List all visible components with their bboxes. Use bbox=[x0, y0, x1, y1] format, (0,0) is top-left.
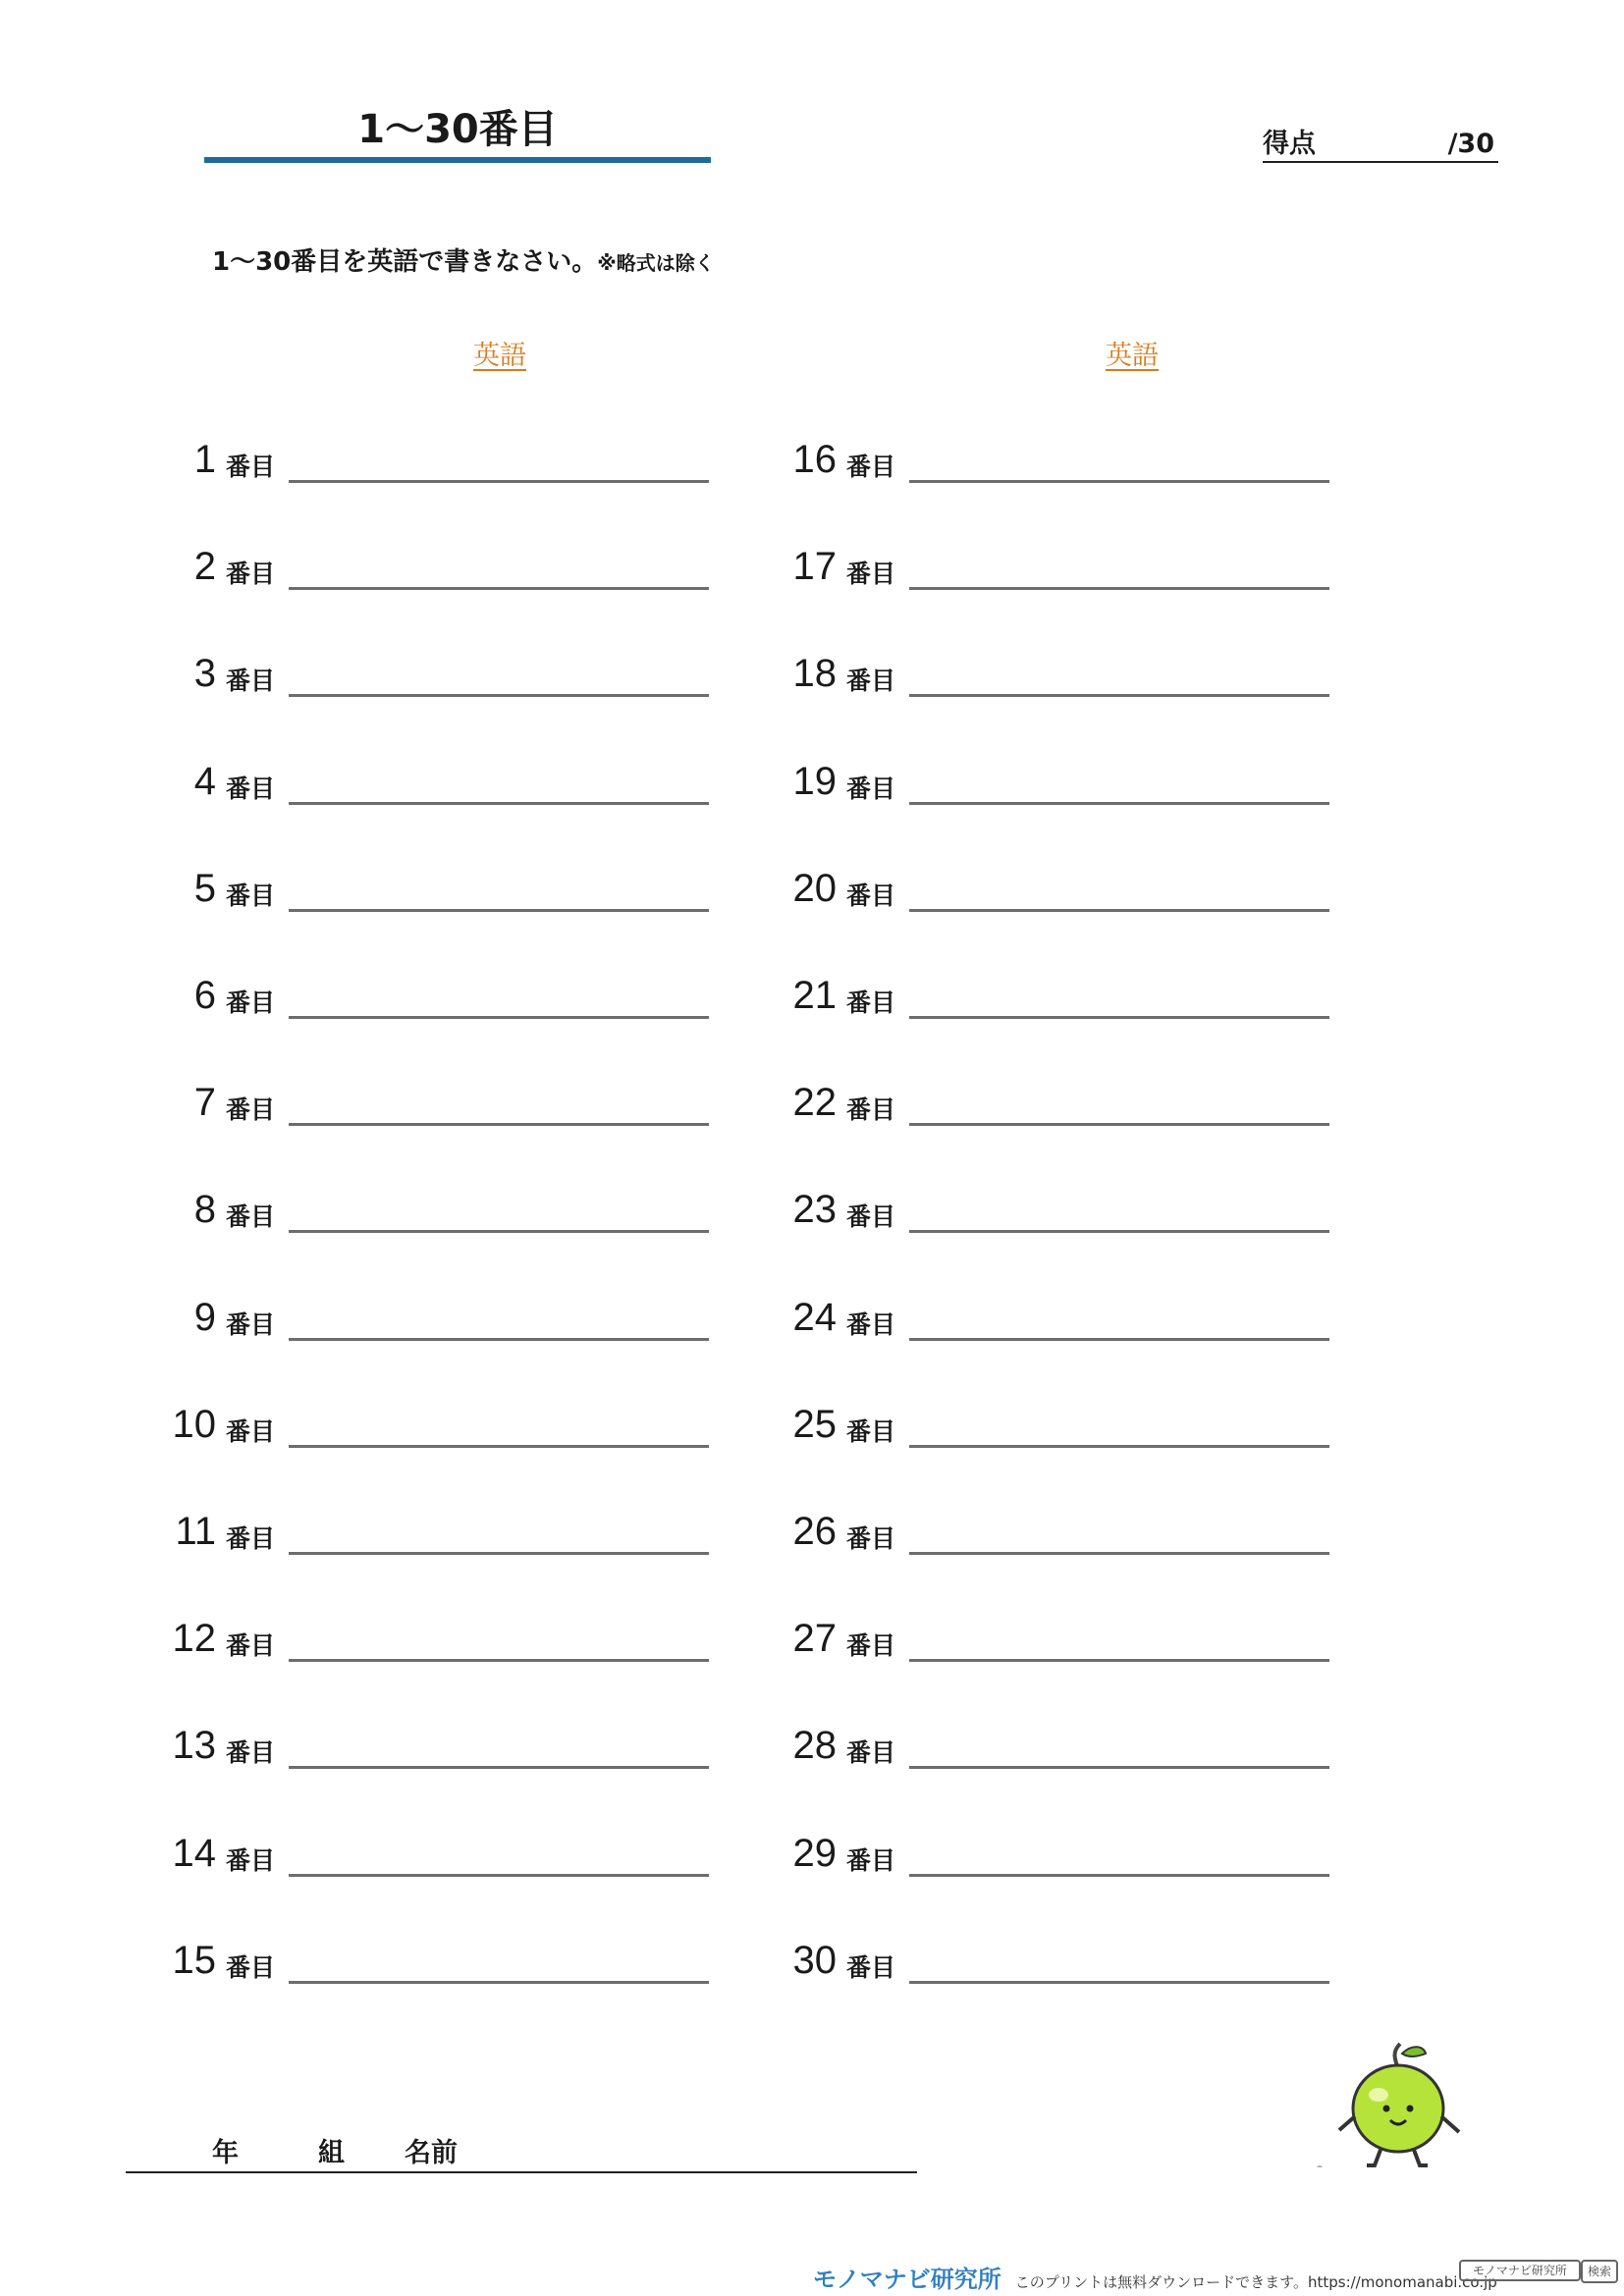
answer-line[interactable] bbox=[909, 1230, 1329, 1233]
answer-row-right bbox=[776, 1816, 1365, 1885]
ordinal-number: 29 bbox=[792, 1831, 837, 1875]
ordinal-suffix: 番目 bbox=[226, 1738, 276, 1768]
ordinal-number: 25 bbox=[792, 1402, 837, 1446]
ordinal-suffix: 番目 bbox=[846, 774, 896, 803]
answer-row-left bbox=[155, 529, 744, 598]
footer-logo: モノマナビ研究所 bbox=[813, 2266, 1001, 2293]
ordinal-number: 13 bbox=[172, 1724, 216, 1768]
answer-row-right bbox=[776, 958, 1365, 1027]
answer-line[interactable] bbox=[909, 1552, 1329, 1555]
ordinal-suffix: 番目 bbox=[846, 1416, 896, 1446]
ordinal-suffix: 番目 bbox=[846, 881, 896, 910]
answer-line[interactable] bbox=[289, 1445, 709, 1448]
answer-row-left bbox=[155, 958, 744, 1027]
column-header-left: 英語 bbox=[473, 341, 526, 371]
answer-row-right bbox=[776, 1065, 1365, 1134]
ordinal-number: 16 bbox=[792, 438, 837, 481]
answer-row-left bbox=[155, 1816, 744, 1885]
answer-row-right bbox=[776, 1494, 1365, 1563]
ordinal-suffix: 番目 bbox=[226, 1416, 276, 1446]
answer-line[interactable] bbox=[909, 1445, 1329, 1448]
ordinal-number: 14 bbox=[172, 1831, 216, 1875]
ordinal-suffix: 番目 bbox=[226, 1845, 276, 1875]
answer-row-left bbox=[155, 851, 744, 920]
answer-row-right bbox=[776, 1172, 1365, 1241]
worksheet-title: 1～30番目 bbox=[204, 102, 711, 163]
answer-line[interactable] bbox=[289, 1552, 709, 1555]
answer-row-right bbox=[776, 1387, 1365, 1456]
ordinal-number: 2 bbox=[193, 545, 216, 589]
name-label: 名前 bbox=[405, 2138, 458, 2168]
ordinal-number: 24 bbox=[792, 1295, 837, 1339]
answer-row-left bbox=[155, 1494, 744, 1563]
answer-row-right bbox=[776, 1708, 1365, 1777]
answer-row-left bbox=[155, 422, 744, 491]
ordinal-number: 22 bbox=[792, 1081, 837, 1125]
ordinal-suffix: 番目 bbox=[226, 1952, 276, 1982]
instruction-note: ※略式は除く bbox=[597, 251, 715, 275]
ordinal-number: 30 bbox=[792, 1938, 837, 1982]
answer-line[interactable] bbox=[289, 1230, 709, 1233]
ordinal-number: 5 bbox=[193, 866, 216, 910]
ordinal-suffix: 番目 bbox=[226, 1309, 276, 1339]
answer-line[interactable] bbox=[289, 1123, 709, 1126]
ordinal-suffix: 番目 bbox=[846, 1202, 896, 1232]
ordinal-suffix: 番目 bbox=[846, 453, 896, 481]
answer-row-right bbox=[776, 744, 1365, 813]
answer-row-left bbox=[155, 1280, 744, 1349]
ordinal-suffix: 番目 bbox=[846, 1738, 896, 1768]
ordinal-number: 1 bbox=[193, 438, 216, 481]
ordinal-number: 9 bbox=[193, 1295, 216, 1339]
score-field bbox=[1263, 128, 1498, 163]
answer-line[interactable] bbox=[289, 802, 709, 805]
answer-row-left bbox=[155, 1708, 744, 1777]
ordinal-suffix: 番目 bbox=[226, 1631, 276, 1661]
answer-row-right bbox=[776, 851, 1365, 920]
ordinal-suffix: 番目 bbox=[226, 1524, 276, 1553]
ordinal-suffix: 番目 bbox=[226, 881, 276, 910]
answer-row-right bbox=[776, 636, 1365, 705]
ordinal-suffix: 番目 bbox=[846, 1309, 896, 1339]
column-header-right: 英語 bbox=[1106, 341, 1159, 371]
ordinal-number: 12 bbox=[172, 1617, 216, 1661]
answer-line[interactable] bbox=[289, 587, 709, 590]
answer-row-right bbox=[776, 422, 1365, 491]
ordinal-suffix: 番目 bbox=[846, 988, 896, 1017]
answer-line[interactable] bbox=[289, 1338, 709, 1341]
answer-line[interactable] bbox=[289, 1981, 709, 1984]
footer-search-button: 検索 bbox=[1581, 2260, 1618, 2283]
ordinal-number: 11 bbox=[175, 1510, 216, 1553]
ordinal-number: 4 bbox=[193, 759, 216, 803]
answer-line[interactable] bbox=[909, 1659, 1329, 1662]
answer-line[interactable] bbox=[289, 1874, 709, 1877]
ordinal-number: 15 bbox=[172, 1938, 216, 1982]
answer-line[interactable] bbox=[909, 587, 1329, 590]
instruction bbox=[212, 241, 715, 278]
footer-search-box: モノマナビ研究所 bbox=[1459, 2260, 1581, 2281]
apple-mascot-illustration bbox=[1316, 2040, 1483, 2171]
ordinal-number: 6 bbox=[193, 974, 216, 1017]
answer-row-left bbox=[155, 744, 744, 813]
answer-line[interactable] bbox=[289, 480, 709, 483]
answer-line[interactable] bbox=[289, 1766, 709, 1769]
ordinal-suffix: 番目 bbox=[226, 560, 276, 589]
ordinal-suffix: 番目 bbox=[846, 1952, 896, 1982]
ordinal-number: 18 bbox=[792, 652, 837, 696]
ordinal-number: 23 bbox=[792, 1188, 837, 1232]
answer-row-left bbox=[155, 1172, 744, 1241]
answer-row-left bbox=[155, 1065, 744, 1134]
ordinal-number: 27 bbox=[792, 1617, 837, 1661]
score-total: /30 bbox=[1447, 129, 1494, 159]
answer-row-left bbox=[155, 636, 744, 705]
answer-row-right bbox=[776, 529, 1365, 598]
ordinal-suffix: 番目 bbox=[846, 1845, 896, 1875]
ordinal-number: 21 bbox=[792, 974, 837, 1017]
answer-line[interactable] bbox=[909, 1338, 1329, 1341]
answer-line[interactable] bbox=[289, 1659, 709, 1662]
instruction-main: 1～30番目を英語で書きなさい。 bbox=[212, 247, 598, 277]
year-label: 年 bbox=[212, 2138, 239, 2168]
ordinal-number: 26 bbox=[792, 1510, 837, 1553]
ordinal-suffix: 番目 bbox=[846, 667, 896, 696]
ordinal-number: 17 bbox=[792, 545, 837, 589]
answer-line[interactable] bbox=[909, 1766, 1329, 1769]
answer-row-right bbox=[776, 1601, 1365, 1670]
ordinal-number: 7 bbox=[193, 1081, 216, 1125]
ordinal-suffix: 番目 bbox=[226, 1095, 276, 1125]
ordinal-suffix: 番目 bbox=[226, 667, 276, 696]
class-label: 組 bbox=[318, 2138, 345, 2168]
ordinal-suffix: 番目 bbox=[226, 453, 276, 481]
ordinal-suffix: 番目 bbox=[846, 1524, 896, 1553]
answer-line[interactable] bbox=[289, 1016, 709, 1019]
ordinal-suffix: 番目 bbox=[846, 1631, 896, 1661]
answer-line[interactable] bbox=[909, 1981, 1329, 1984]
answer-line[interactable] bbox=[909, 909, 1329, 912]
ordinal-number: 3 bbox=[193, 652, 216, 696]
answer-row-right bbox=[776, 1923, 1365, 1992]
answer-line[interactable] bbox=[289, 694, 709, 697]
footer-text: このプリントは無料ダウンロードできます。https://monomanabi.co.jp bbox=[1014, 2273, 1497, 2291]
ordinal-suffix: 番目 bbox=[226, 1202, 276, 1232]
answer-line[interactable] bbox=[289, 909, 709, 912]
ordinal-number: 20 bbox=[792, 866, 837, 910]
answer-line[interactable] bbox=[909, 694, 1329, 697]
ordinal-number: 19 bbox=[792, 759, 837, 803]
score-label: 得点 bbox=[1263, 129, 1316, 159]
answer-row-right bbox=[776, 1280, 1365, 1349]
ordinal-suffix: 番目 bbox=[846, 1095, 896, 1125]
ordinal-suffix: 番目 bbox=[226, 774, 276, 803]
answer-line[interactable] bbox=[909, 1016, 1329, 1019]
footer bbox=[813, 2260, 1497, 2294]
ordinal-number: 8 bbox=[193, 1188, 216, 1232]
answer-line[interactable] bbox=[909, 1874, 1329, 1877]
answer-row-left bbox=[155, 1387, 744, 1456]
answer-row-left bbox=[155, 1923, 744, 1992]
ordinal-suffix: 番目 bbox=[226, 988, 276, 1017]
answer-line[interactable] bbox=[909, 1123, 1329, 1126]
ordinal-number: 28 bbox=[792, 1724, 837, 1768]
ordinal-number: 10 bbox=[172, 1402, 216, 1446]
answer-line[interactable] bbox=[909, 480, 1329, 483]
ordinal-suffix: 番目 bbox=[846, 560, 896, 589]
name-line bbox=[126, 2136, 917, 2173]
answer-row-left bbox=[155, 1601, 744, 1670]
answer-line[interactable] bbox=[909, 802, 1329, 805]
